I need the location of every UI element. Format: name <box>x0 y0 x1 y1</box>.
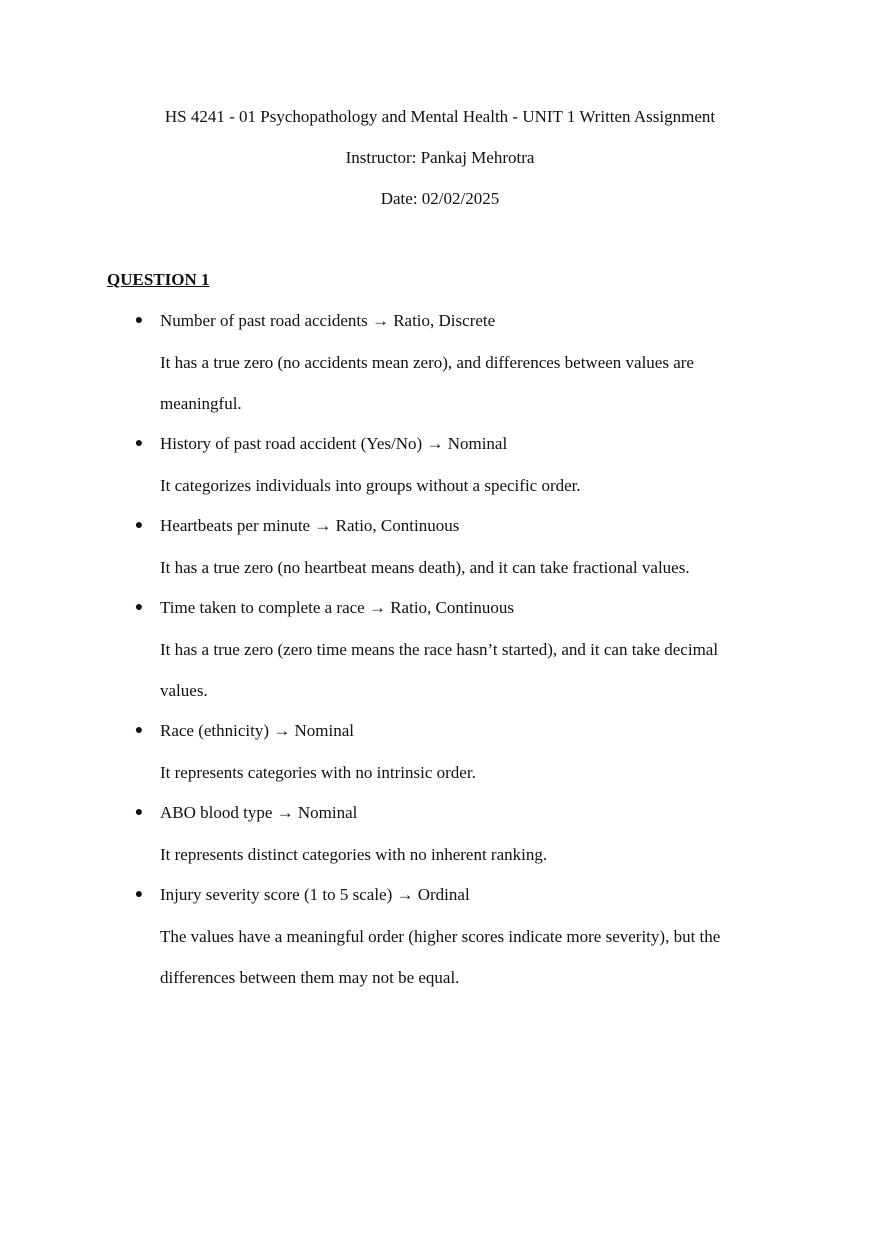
instructor-line: Instructor: Pankaj Mehrotra <box>345 148 535 167</box>
bullet-icon: ● <box>134 887 144 902</box>
item-title: History of past road accident (Yes/No) → Nominal <box>160 434 508 453</box>
list-item <box>0 514 880 596</box>
list-item <box>0 801 880 883</box>
bullet-icon: ● <box>134 600 144 615</box>
list-item <box>0 432 880 514</box>
item-description: It has a true zero (zero time means the race hasn’t started), and it can take decimal values. <box>160 639 719 700</box>
bullet-icon: ● <box>134 436 144 451</box>
item-title: Heartbeats per minute → Ratio, Continuous <box>160 516 460 535</box>
bullet-icon: ● <box>134 313 144 328</box>
item-title: Race (ethnicity) → Nominal <box>160 721 355 740</box>
item-description: It represents distinct categories with no inherent ranking. <box>160 844 548 864</box>
list-item <box>0 309 880 432</box>
item-title: Number of past road accidents → Ratio, Discrete <box>160 311 496 330</box>
item-description: It categorizes individuals into groups without a specific order. <box>160 475 581 495</box>
date-line: Date: 02/02/2025 <box>380 189 500 208</box>
document-title: HS 4241 - 01 Psychopathology and Mental Health - UNIT 1 Written Assignment <box>164 107 716 126</box>
bullet-icon: ● <box>134 518 144 533</box>
question-heading: QUESTION 1 <box>107 270 210 289</box>
item-description: It represents categories with no intrinsic order. <box>160 762 476 782</box>
bullet-icon: ● <box>134 805 144 820</box>
item-title: ABO blood type → Nominal <box>160 803 358 822</box>
list-item <box>0 883 880 1006</box>
item-title: Time taken to complete a race → Ratio, Continuous <box>160 598 514 617</box>
question-item-list <box>0 309 880 1006</box>
item-title: Injury severity score (1 to 5 scale) → Ordinal <box>160 885 470 904</box>
list-item <box>0 596 880 719</box>
list-item <box>0 719 880 801</box>
item-description: It has a true zero (no accidents mean zero), and differences between values are meaningful. <box>160 352 694 413</box>
item-description: The values have a meaningful order (higher scores indicate more severity), but the differences between them may not be equal. <box>160 926 721 987</box>
item-description: It has a true zero (no heartbeat means death), and it can take fractional values. <box>160 557 690 577</box>
bullet-icon: ● <box>134 723 144 738</box>
